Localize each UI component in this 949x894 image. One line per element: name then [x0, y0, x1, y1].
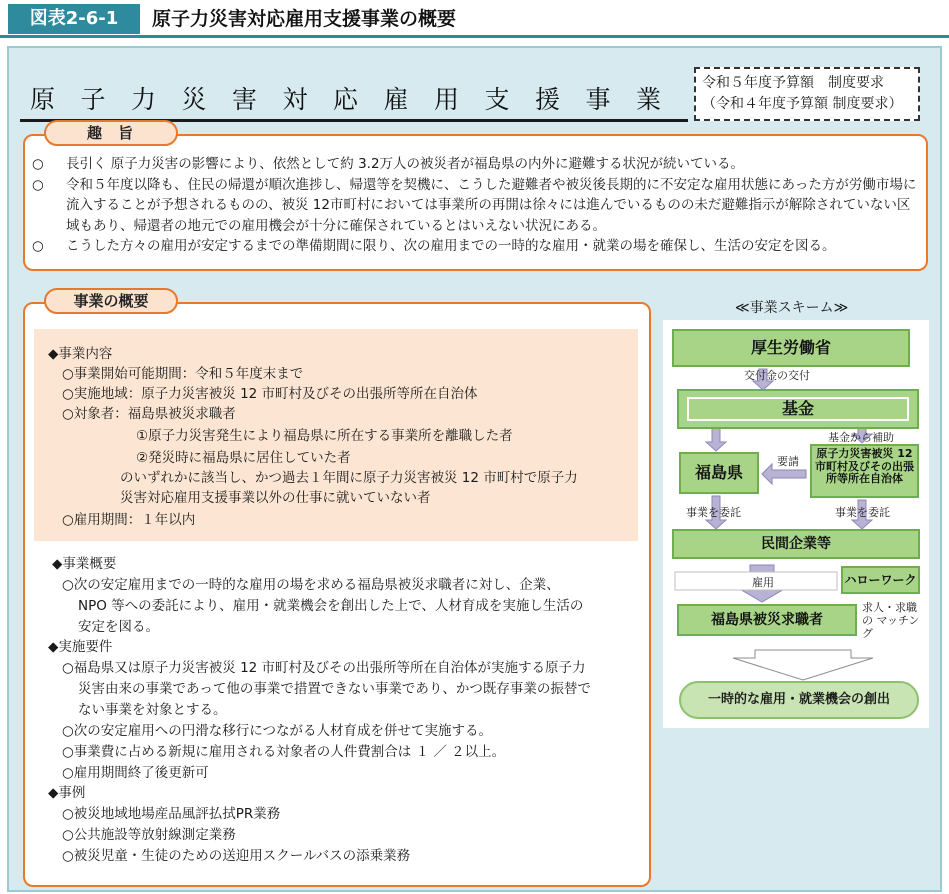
requirement-line: ○雇用期間終了後更新可	[62, 765, 209, 781]
condition-1: ①原子力災害発生により福島県に所在する事業所を離職した者	[136, 428, 513, 444]
figure-number: 図表2-6-1	[8, 4, 140, 34]
employment-period: ○雇用期間：１年以内	[62, 512, 196, 528]
requirement-line: 災害由来の事業であって他の事業で措置できない事業であり、かつ既存事業の振替で	[78, 681, 591, 697]
start-period: ○事業開始可能期間：令和５年度末まで	[62, 366, 304, 382]
content-heading: ◆事業内容	[48, 346, 113, 362]
result-box: 一時的な雇用・就業機会の創出	[679, 681, 919, 719]
summary-heading: ◆事業概要	[52, 556, 117, 572]
condition-2: ②発災時に福島県に居住していた者	[136, 450, 351, 466]
example-item: ○被災児童・生徒のための送迎用スクールバスの添乗業務	[62, 848, 411, 864]
fukushima-box: 福島県	[679, 452, 759, 494]
hellowork-box: ハローワーク	[841, 566, 920, 594]
purpose-label: 趣旨	[44, 120, 178, 146]
program-title: 原子力災害対応雇用支援事業	[30, 85, 687, 114]
requirement-line: ○事業費に占める新規に雇用される対象者の人件費割合は １ ／ ２以上。	[62, 744, 506, 760]
budget-line-2: （令和４年度予算額 制度要求）	[702, 96, 903, 112]
overview-label: 事業の概要	[44, 288, 178, 314]
purpose-text: 長引く 原子力災害の影響により、依然として約 3.2万人の被災者が福島県の内外に避難する状況が続いている。	[66, 156, 745, 172]
arrow-to-result	[733, 650, 873, 680]
purpose-text: 令和５年度以降も、住民の帰還が順次進捗し、帰還等を契機に、こうした避難者や被災後長期的に不安定な雇用状態にあった方が労働市場に流入することが予想されるものの、被災 12市町村においては事業所の再開は徐々には進んでいるものの未だ避難指示が解除されていない区域もあり、帰還者の地元での雇用機会が十分に確保されているとはいえない状況にある。	[66, 176, 917, 234]
summary-line: NPO 等への委託により、雇用・就業機会を創出した上で、人材育成を実施し生活の	[78, 598, 584, 614]
requirement-line: ○次の安定雇用への円滑な移行につながる人材育成を併せて実施する。	[62, 723, 493, 739]
ministry-box: 厚生労働省	[672, 329, 910, 367]
scheme-title: ≪事業スキーム≫	[735, 300, 849, 316]
private-box: 民間企業等	[672, 529, 920, 559]
examples-heading: ◆事例	[48, 785, 86, 801]
budget-line-1: 令和５年度予算額 制度要求	[702, 75, 884, 91]
circle-bullet: ○	[32, 238, 44, 254]
commission-right-label: 事業を委託	[835, 506, 890, 519]
grant-label: 交付金の交付	[744, 369, 810, 382]
requirements-heading: ◆実施要件	[48, 639, 113, 655]
requirement-line: ○福島県又は原子力災害被災 12 市町村及びその出張所等所在自治体が実施する原子力	[62, 660, 586, 676]
condition-4: 災害対応雇用支援事業以外の仕事に就いていない者	[120, 490, 431, 506]
commission-left-label: 事業を委託	[686, 506, 741, 519]
jobseekers-box: 福島県被災求職者	[677, 604, 857, 636]
summary-line: 安定を図る。	[78, 619, 159, 635]
area: ○実施地域：原子力災害被災 12 市町村及びその出張所等所在自治体	[62, 386, 478, 402]
fund-box	[677, 389, 919, 429]
circle-bullet: ○	[32, 156, 44, 172]
condition-3: のいずれかに該当し、かつ過去１年間に原子力災害被災 12 市町村で原子力	[120, 470, 578, 486]
request-label: 要請	[777, 455, 799, 468]
employment-label: 雇用	[752, 576, 774, 589]
requirement-line: ない事業を対象とする。	[78, 702, 227, 718]
municipalities-box: 原子力災害被災 12 市町村及びその出張所等所在自治体	[810, 444, 919, 498]
fund-label: 基金	[687, 397, 909, 421]
purpose-text: こうした方々の雇用が安定するまでの準備期間に限り、次の雇用までの一時的な雇用・就業の場を確保し、生活の安定を図る。	[66, 238, 836, 254]
figure-title: 原子力災害対応雇用支援事業の概要	[152, 8, 457, 30]
example-item: ○被災地域地場産品風評払拭PR業務	[62, 806, 281, 822]
summary-line: ○次の安定雇用までの一時的な雇用の場を求める福島県被災求職者に対し、企業、	[62, 577, 560, 593]
matching-label: 求人・求職の マッチング	[862, 601, 920, 640]
target: ○対象者：福島県被災求職者	[62, 406, 236, 422]
example-item: ○公共施設等放射線測定業務	[62, 827, 236, 843]
circle-bullet: ○	[32, 176, 44, 193]
arrow-fund-to-fukushima	[706, 426, 726, 451]
fund-subsidy-label: 基金から補助	[828, 431, 894, 444]
